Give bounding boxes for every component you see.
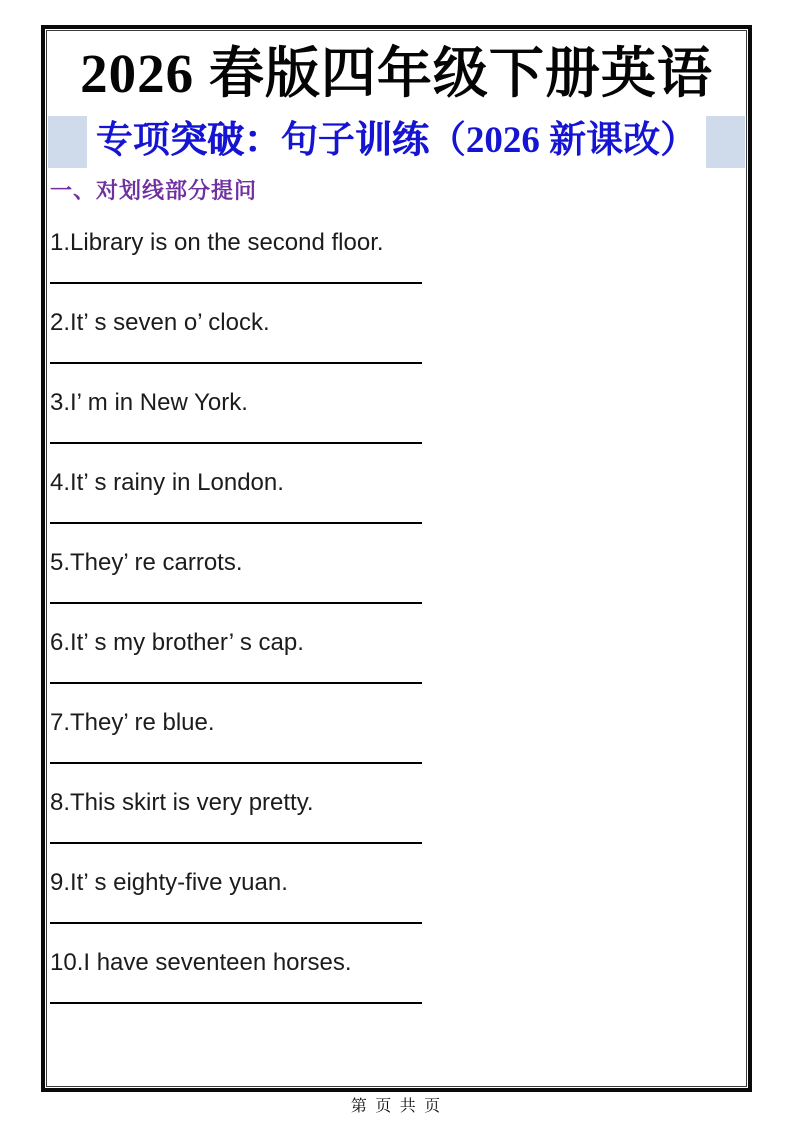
question-sentence: 9.It’ s eighty-five yuan.	[50, 869, 288, 896]
answer-blank-line	[50, 498, 422, 524]
answer-blank-line	[50, 578, 422, 604]
worksheet-page	[41, 25, 752, 1092]
answer-blank-line	[50, 818, 422, 844]
section-header: 一、对划线部分提问	[50, 178, 258, 203]
subtitle-banner	[47, 112, 746, 170]
question-item-7	[50, 708, 746, 788]
question-item-8	[50, 788, 746, 868]
question-list	[50, 228, 746, 1028]
answer-blank-line	[50, 338, 422, 364]
question-sentence: 7.They’ re blue.	[50, 709, 215, 736]
subtitle-segment: 句子	[280, 120, 355, 161]
page-footer: 第 页 共 页	[350, 1098, 443, 1115]
answer-blank-line	[50, 898, 422, 924]
subtitle-segment: 专项	[95, 120, 170, 161]
answer-blank-line	[50, 258, 422, 284]
question-item-3	[50, 388, 746, 468]
question-item-4	[50, 468, 746, 548]
question-item-5	[50, 548, 746, 628]
worksheet-inner-frame	[46, 30, 747, 1087]
question-item-6	[50, 628, 746, 708]
question-item-2	[50, 308, 746, 388]
subtitle-segment: 突破	[169, 120, 244, 161]
subtitle-segment: 训练	[354, 120, 429, 161]
subtitle-segment: ：	[243, 120, 281, 161]
question-item-1	[50, 228, 746, 308]
question-item-9	[50, 868, 746, 948]
question-sentence: 5.They’ re carrots.	[50, 549, 243, 576]
answer-blank-line	[50, 738, 422, 764]
question-sentence: 6.It’ s my brother’ s cap.	[50, 629, 304, 656]
answer-blank-line	[50, 978, 422, 1004]
answer-blank-line	[50, 658, 422, 684]
question-sentence: 4.It’ s rainy in London.	[50, 469, 284, 496]
question-sentence: 8.This skirt is very pretty.	[50, 789, 314, 816]
question-item-10	[50, 948, 746, 1028]
question-sentence: 10.I have seventeen horses.	[50, 949, 352, 976]
question-sentence: 2.It’ s seven o’ clock.	[50, 309, 270, 336]
answer-blank-line	[50, 418, 422, 444]
right-accent-block	[706, 116, 745, 168]
question-sentence: 3.I’ m in New York.	[50, 389, 248, 416]
page-title: 2026 春版四年级下册英语	[80, 43, 713, 104]
question-sentence: 1.Library is on the second floor.	[50, 229, 384, 256]
subtitle	[96, 116, 697, 166]
subtitle-segment: （2026 新课改）	[428, 120, 698, 161]
left-accent-block	[48, 116, 87, 168]
